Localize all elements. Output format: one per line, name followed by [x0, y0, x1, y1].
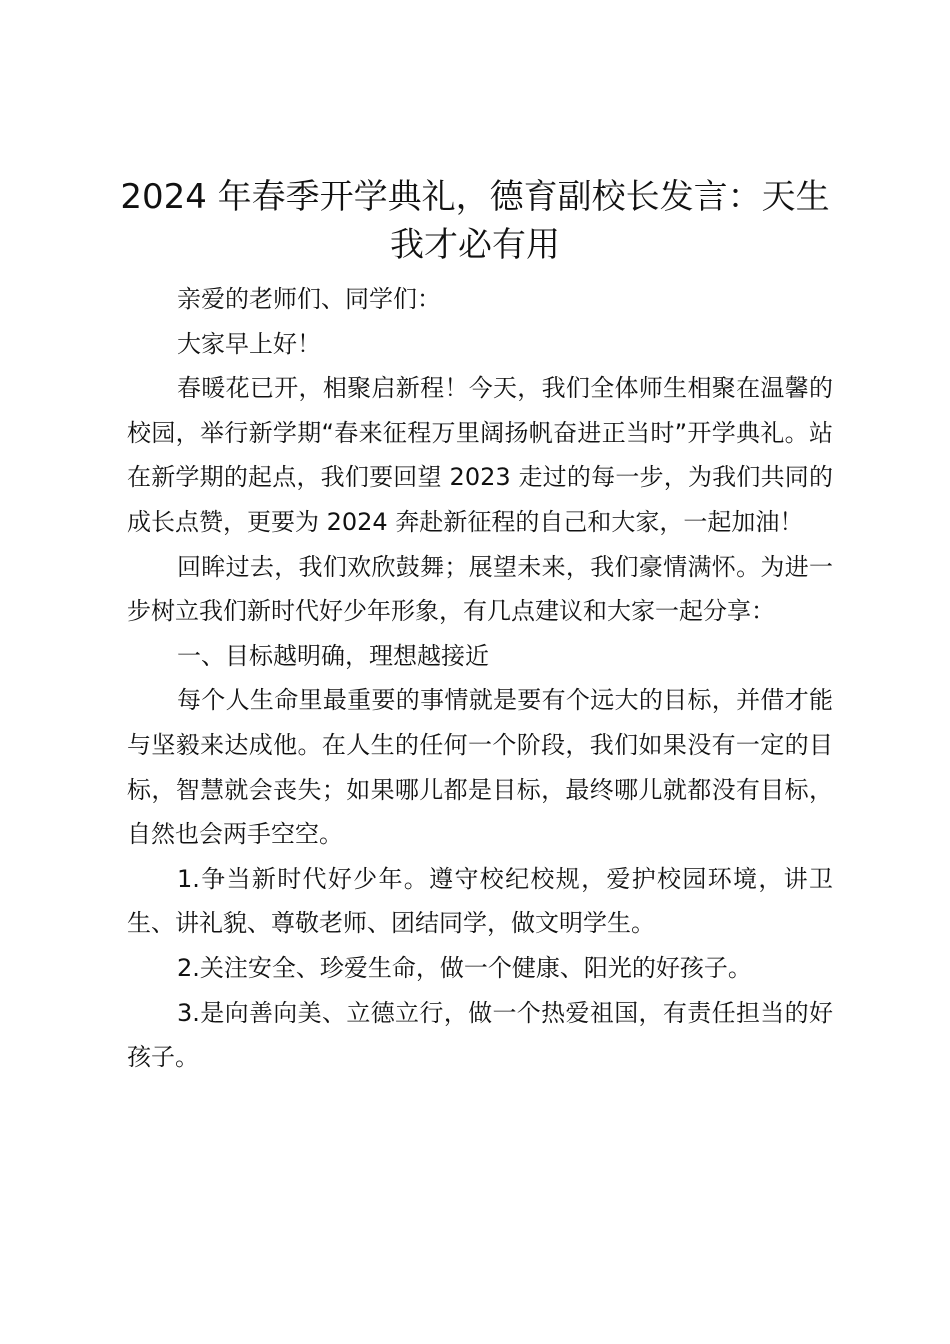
section-heading: 一、目标越明确，理想越接近	[177, 641, 489, 670]
document-title: 2024 年春季开学典礼，德育副校长发言：天生我才必有用	[120, 177, 830, 265]
body-paragraph: 春暖花已开，相聚启新程！今天，我们全体师生相聚在温馨的校园，举行新学期“春来征程万里阔扬帆奋进正当时”开学典礼。站在新学期的起点，我们要回望 2023 走过的每一步，为我们共同的成长点赞，更要为 2024 奔赴新征程的自己和大家，一起加油！	[127, 374, 833, 536]
body-paragraph: 回眸过去，我们欢欣鼓舞；展望未来，我们豪情满怀。为进一步树立我们新时代好少年形象，有几点建议和大家一起分享：	[127, 552, 833, 626]
body-paragraph: 每个人生命里最重要的事情就是要有个远大的目标，并借才能与坚毅来达成他。在人生的任何一个阶段，我们如果没有一定的目标，智慧就会丧失；如果哪儿都是目标，最终哪儿就都没有目标，自然也会两手空空。	[127, 686, 833, 849]
list-item: 3.是向善向美、立德立行，做一个热爱祖国，有责任担当的好孩子。	[127, 998, 833, 1072]
list-item: 2.关注安全、珍爱生命，做一个健康、阳光的好孩子。	[177, 953, 752, 982]
salutation: 亲爱的老师们、同学们：	[177, 285, 441, 313]
document-body	[127, 277, 833, 1080]
list-item: 1.争当新时代好少年。遵守校纪校规，爱护校园环境，讲卫生、讲礼貌、尊敬老师、团结同学，做文明学生。	[127, 864, 833, 938]
greeting: 大家早上好！	[177, 329, 321, 358]
